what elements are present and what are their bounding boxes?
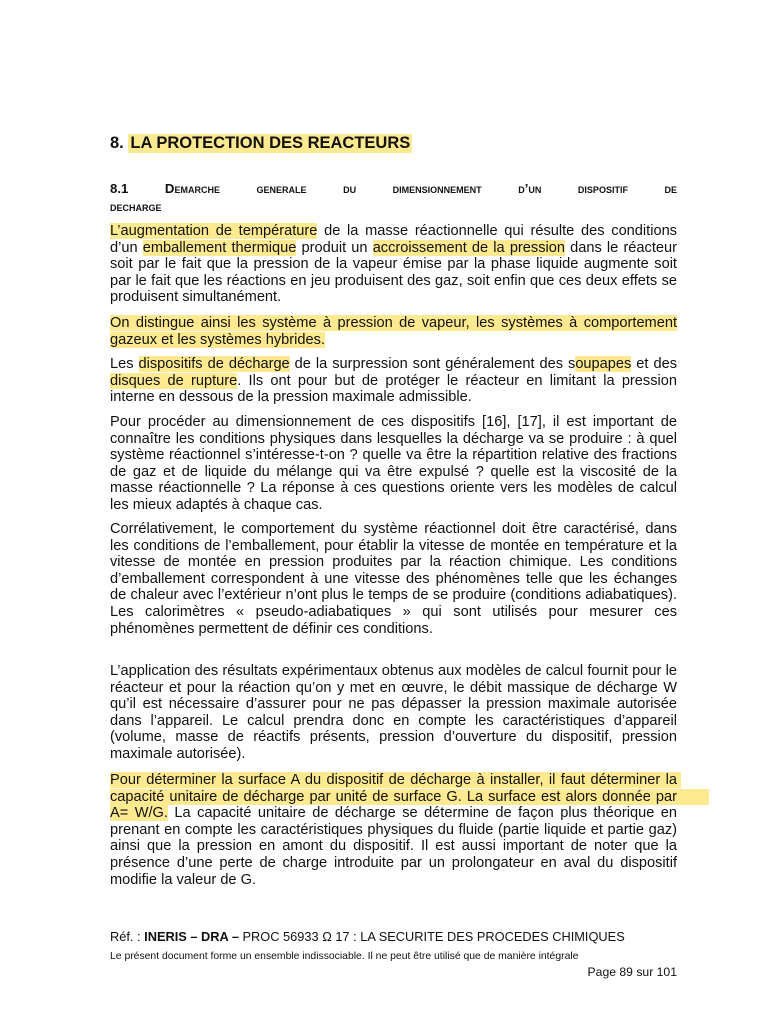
highlight-text: disques de rupture (110, 372, 238, 389)
section-number: 8. (110, 134, 124, 152)
page-number: Page 89 sur 101 (587, 965, 677, 979)
footer-reference (110, 929, 625, 944)
highlight-text: oupapes (575, 356, 632, 372)
body-text: . Ils ont pour but de protéger le réacteur en limitant la pression interne en dessous de la pression maximale admissible. (110, 372, 677, 406)
body-text: Les (110, 356, 139, 372)
ref-org: INERIS – DRA – (144, 929, 239, 944)
body-text: produit un (296, 239, 373, 256)
paragraph-application: L’application des résultats expérimentaux obtenus aux modèles de calcul fournit pour le réacteur et pour la réaction qu’on y met en œuvre, le débit massique de décharge W qu’il est nécessaire d’assurer pour ne pas dépasser la pression maximale autorisée dans l’appareil. Le calcul prendra donc en compte les caractéristiques d’appareil (volume, masse de réactifs présents, pression d’ouverture du dispositif, pression maximale autorisée). (110, 663, 677, 762)
section-heading (110, 134, 412, 153)
subsection-heading (110, 180, 677, 216)
paragraph-systems (110, 315, 677, 348)
subsection-title-line2: decharge (110, 199, 162, 214)
highlight-text: On distingue ainsi les système à pression de vapeur, les systèmes à comportement gazeux et les systèmes hybrides. (110, 315, 677, 348)
paragraph-dimensioning: Pour procéder au dimensionnement de ces dispositifs [16], [17], il est important de connaître les conditions physiques dans lesquelles la décharge va se produire : à quel système réactionnel s’intéresse-t-on ? quelle va être la répartition relative des fractions de gaz et de liquide du mélange qui va être expulsé ? quelle est la viscosité de la masse réactionnelle ? La réponse à ces questions oriente vers les modèles de calcul les mieux adaptés à chaque cas. (110, 414, 677, 513)
paragraph-correlation: Corrélativement, le comportement du système réactionnel doit être caractérisé, dans les conditions de l’emballement, pour établir la vitesse de montée en température et la vitesse de montée en pression produites par la réaction chimique. Les conditions d’emballement correspondent à une vitesse des phénomènes telle que les échanges de chaleur avec l’extérieur n’ont plus le temps de se produire (conditions adiabatiques). Les calorimètres « pseudo-adiabatiques » qui sont utilisés pour mesurer ces phénomènes permettent de définir ces conditions. (110, 521, 677, 637)
body-text: de la surpression sont généralement des s (289, 356, 576, 372)
body-text: dans le réacteur soit par le fait que la pression de la vapeur émise par la phase liquide augmente soit par le fait que les réactions en jeu produisent des gaz, soit enfin que ces deux effets se produisent simultanément. (110, 239, 677, 306)
body-text: et des (631, 356, 677, 372)
highlight-text: accroissement de la pression (372, 239, 565, 256)
ref-prefix: Réf. : (110, 929, 145, 944)
body-text: La capacité unitaire de décharge se détermine de façon plus théorique en prenant en compte les caractéristiques physiques du fluide (partie liquide et partie gaz) ainsi que la pression en amont du dispositif. Il est aussi important de noter que la présence d’une perte de charge introduite par un prolongateur en aval du dispositif modifie la valeur de G. (110, 805, 678, 888)
highlight-text: emballement thermique (142, 239, 297, 256)
highlight-text: dispositifs de décharge (138, 356, 290, 372)
body-text: de la masse réactionnelle qui résulte des conditions d’un (110, 223, 677, 256)
highlight-text: L’augmentation de température (110, 223, 318, 239)
subsection-number: 8.1 (110, 181, 129, 196)
ref-rest: PROC 56933 Ω 17 : LA SECURITE DES PROCEDES CHIMIQUES (238, 929, 625, 944)
section-title: LA PROTECTION DES REACTEURS (130, 134, 411, 152)
paragraph-temperature (110, 223, 677, 306)
highlight-text: Pour déterminer la surface A du dispositif de décharge à installer, il faut déterminer la capacité unitaire de décharge par unité de surface G. La surface est alors donnée par A= W/G. (110, 772, 710, 822)
footer-note: Le présent document forme un ensemble indissociable. Il ne peut être utilisé que de manière intégrale (110, 951, 579, 962)
subsection-title-line1: Demarche generale du dimensionnement d’un dispositif de (164, 181, 678, 196)
paragraph-surface (110, 772, 710, 888)
paragraph-devices (110, 356, 677, 406)
